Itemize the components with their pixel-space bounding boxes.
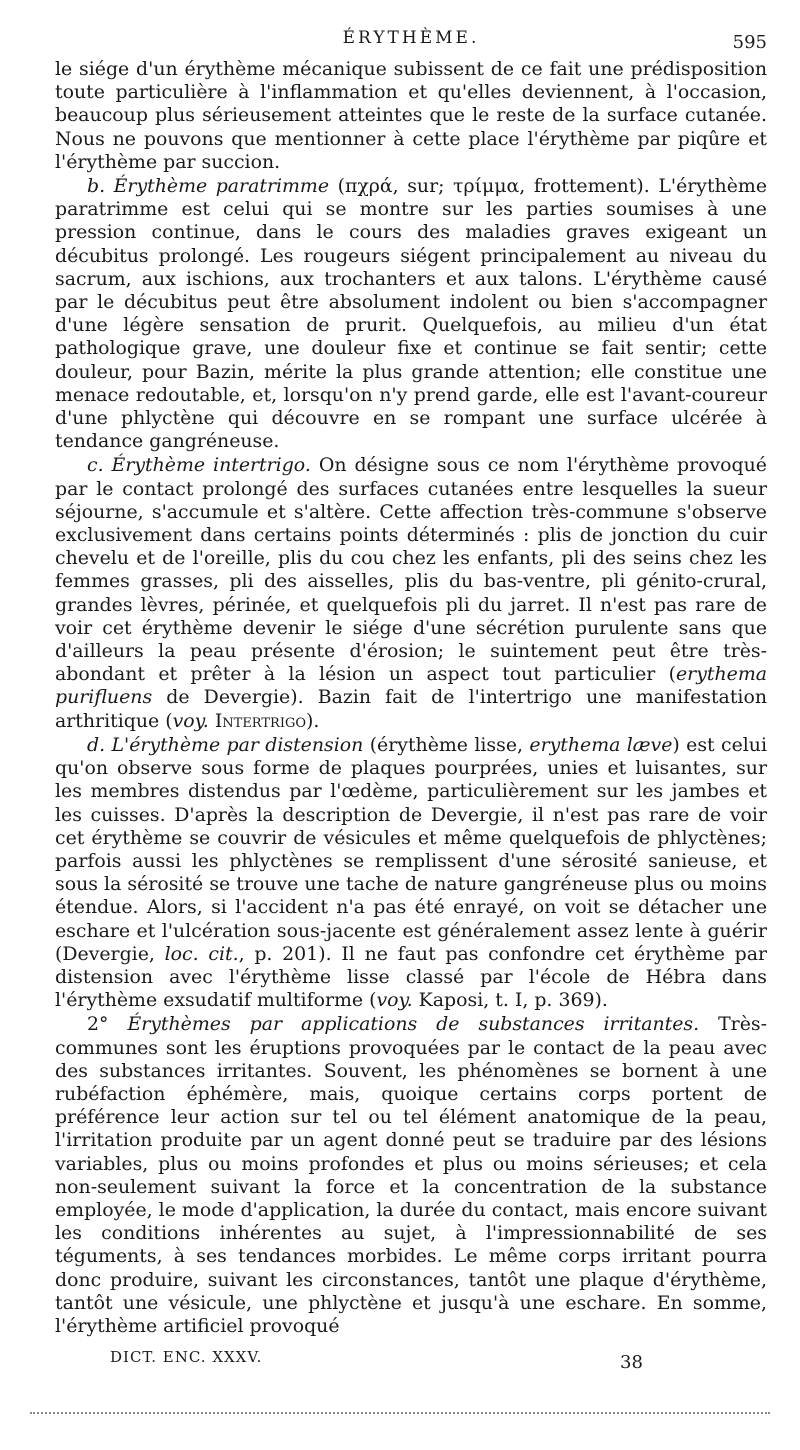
sheet-number: 38 — [620, 1352, 643, 1373]
paragraph — [55, 734, 767, 1012]
text-span: (érythème lisse, — [363, 733, 530, 756]
running-title: ÉRYTHÈME. — [342, 28, 480, 48]
text-span: Kaposi, t. I, p. 369). — [412, 989, 608, 1012]
paragraph — [55, 175, 767, 453]
text-span: 2° — [87, 1013, 128, 1036]
text-span: , p. 201). Il ne faut pas confondre cet érythème par distension avec l'érythème lisse classé par l'école de Hébra dans l'érythème exsudatif multiforme ( — [55, 942, 767, 1012]
paragraph — [55, 1013, 767, 1338]
italic-span: b. Érythème paratrimme — [87, 175, 330, 198]
text-span: Très-communes sont les éruptions provoquées par le contact de la peau avec des substances irritantes. Souvent, les phénomènes se bornent à une rubéfaction éphémère, mais, quoique certains corps portent de préférence leur action sur tel ou tel élément anatomique de la peau, l'irritation produite par un agent donné peut se traduire par des lésions variables, plus ou moins profondes et plus ou moins sérieuses; et cela non-seulement suivant la force et la concentration de la substance employée, le mode d'application, la durée du contact, mais encore suivant les conditions inhérentes au sujet, à l'impressionnabilité de ses téguments, à ses tendances morbides. Le même corps irritant pourra donc produire, suivant les circonstances, tantôt une plaque d'érythème, tantôt une vésicule, une phlyctène et jusqu'à une eschare. En somme, l'érythème artificiel provoqué — [55, 1013, 767, 1337]
paragraph — [55, 454, 767, 732]
text-span: le siége d'un érythème mécanique subissent de ce fait une prédisposition toute particulière à l'inflammation et qu'elles deviennent, à l'occasion, beaucoup plus sérieusement atteintes que le reste de la surface cutanée. Nous ne pouvons que mentionner à cette place l'érythème par piqûre et l'érythème par succion. — [55, 58, 767, 173]
page-number: 595 — [732, 32, 767, 53]
signature-mark: DICT. ENC. XXXV. — [110, 1348, 263, 1366]
text-span: ) est celui qu'on observe sous forme de plaques pourprées, unies et luisantes, sur les membres distendus par l'œdème, particulièrement sur les jambes et les cuisses. D'après la description de Devergie, il n'est pas rare de voir cet érythème se couvrir de vésicules et même quelquefois de phlyctènes; parfois aussi les phlyctènes se remplissent d'une sérosité sanieuse, et sous la sérosité se trouve une tache de nature gangréneuse plus ou moins étendue. Alors, si l'accident n'a pas été enrayé, on voit se détacher une eschare et l'ulcération sous-jacente est généralement assez lente à guérir (Devergie, — [55, 733, 768, 965]
italic-span: c. Érythème intertrigo. — [87, 454, 311, 477]
page-header — [55, 28, 767, 58]
text-span: On désigne sous ce nom l'érythème provoqué par le contact prolongé des surfaces cutanées entre lesquelles la sueur séjourne, s'accumule et s'altère. Cette affection très-commune s'observe exclusivement dans certains points déterminés : plis de jonction du cuir chevelu et de l'oreille, plis du cou chez les enfants, pli des seins chez les femmes grasses, pli des aisselles, plis du bas-ventre, pli génito-crural, grandes lèvres, périnée, et quelquefois pli du jarret. Il n'est pas rare de voir cet érythème devenir le siége d'une sécrétion purulente sans que d'ailleurs la peau présente d'érosion; le suintement peut être très-abondant et prêter à la lésion un aspect tout particulier ( — [55, 454, 767, 686]
italic-span: voy. — [376, 989, 413, 1012]
italic-span: erythema purifluens — [55, 663, 767, 709]
body-text — [55, 58, 767, 1338]
text-span: (πχρά, sur; τρίμμα, frottement). L'érythème paratrimme est celui qui se montre sur les parties soumises à une pression continue, dans le cours des maladies graves exigeant un décubitus prolongé. Les rougeurs siégent principalement au niveau du sacrum, aux ischions, aux trochanters et aux talons. L'érythème causé par le décubitus peut être absolument indolent ou bien s'accompagner d'une légère sensation de prurit. Quelquefois, au milieu d'un état pathologique grave, une douleur fixe et continue se fait sentir; cette douleur, pour Bazin, mérite la plus grande attention; elle constitue une menace redoutable, et, lorsqu'on n'y prend garde, elle est l'avant-coureur d'une phlyctène qui découvre en se rompant une surface ulcérée à tendance gangréneuse. — [55, 175, 767, 453]
italic-span: erythema læve — [529, 733, 673, 756]
italic-span: Érythèmes par applications de substances irritantes. — [127, 1013, 700, 1036]
text-span: ). — [306, 709, 320, 732]
italic-span: voy. — [172, 709, 209, 732]
bottom-dotted-rule — [30, 1412, 770, 1414]
page-footer — [55, 1348, 767, 1378]
small-caps-span: Intertrigo — [214, 709, 307, 732]
italic-span: loc. cit. — [164, 942, 239, 965]
paragraph — [55, 58, 767, 174]
text-span: de Devergie). Bazin fait de l'intertrigo une manifestation arthritique ( — [55, 686, 767, 732]
italic-span: d. L'érythème par distension — [87, 733, 364, 756]
